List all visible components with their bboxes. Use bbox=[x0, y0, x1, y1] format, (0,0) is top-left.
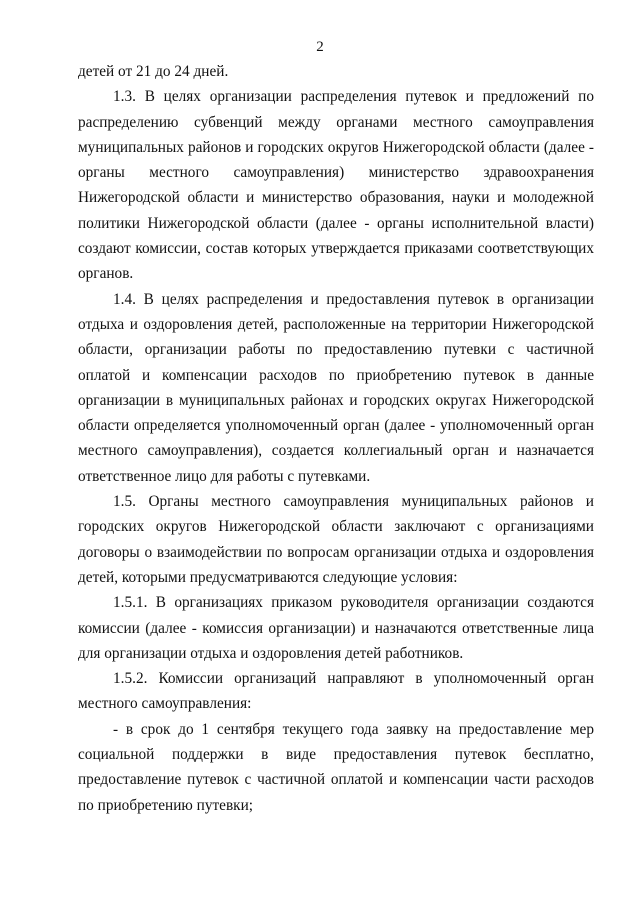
paragraph-list-item: - в срок до 1 сентября текущего года заявку на предоставление мер социальной поддержки в виде предоставления путевок бесплатно, предоставление путевок с частичной оплатой и компенсации части расходов по приобретению путевки; bbox=[78, 720, 594, 814]
page-number: 2 bbox=[316, 39, 324, 55]
paragraph-continuation: детей от 21 до 24 дней. bbox=[78, 63, 229, 80]
paragraph-1-3: 1.3. В целях организации распределения путевок и предложений по распределению субвенций между органами местного самоуправления муниципальных районов и городских округов Нижегородской области (далее - органы местного самоуправления) министерство здравоохранения Нижегородской области и министерство образования, науки и молодежной политики Нижегородской области (далее - органы исполнительной власти) создают комиссии, состав которых утверждается приказами соответствующих органов. bbox=[78, 88, 594, 283]
paragraph-1-5: 1.5. Органы местного самоуправления муниципальных районов и городских округов Нижегородской области заключают с организациями договоры о взаимодействии по вопросам организации отдыха и оздоровления детей, которыми предусматриваются следующие условия: bbox=[78, 493, 594, 586]
paragraph-1-4: 1.4. В целях распределения и предоставления путевок в организации отдыха и оздоровления детей, расположенные на территории Нижегородской области, организации работы по предоставлению путевки с частичной оплатой и компенсации расходов по приобретению путевок в данные организации в муниципальных районах и городских округах Нижегородской области определяется уполномоченный орган (далее - уполномоченный орган местного самоуправления), создается коллегиальный орган и назначается ответственное лицо для работы с путевками. bbox=[78, 290, 594, 485]
paragraph-1-5-2: 1.5.2. Комиссии организаций направляют в уполномоченный орган местного самоуправления: bbox=[78, 670, 594, 713]
document-body bbox=[78, 59, 594, 818]
paragraph-1-5-1: 1.5.1. В организациях приказом руководителя организации создаются комиссии (далее - комиссия организации) и назначаются ответственные лица для организации отдыха и оздоровления детей работников. bbox=[78, 594, 594, 662]
